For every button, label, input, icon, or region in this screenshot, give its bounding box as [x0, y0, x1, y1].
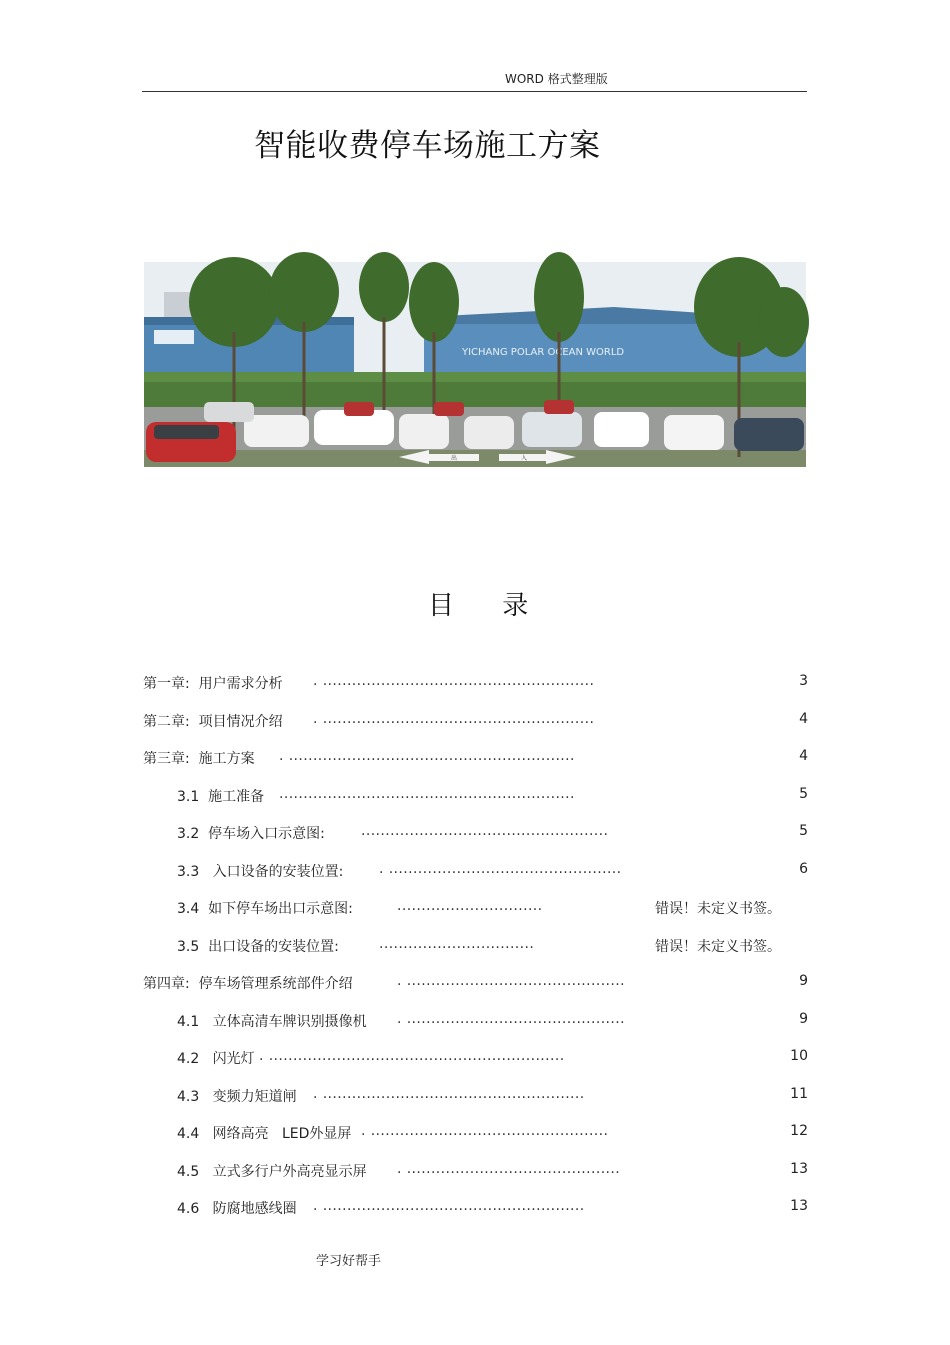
toc-entry-label: 3.2 停车场入口示意图:: [177, 826, 325, 842]
toc-entry-label: 4.3 变频力矩道闸: [177, 1088, 297, 1105]
toc-entry-page: 3: [799, 673, 808, 689]
table-of-contents: [143, 665, 808, 1228]
toc-leader-dots: .............................................................: [279, 785, 575, 802]
toc-entry-page: 5: [799, 785, 808, 802]
toc-entry[interactable]: [143, 1040, 808, 1078]
toc-entry-page: 4: [799, 710, 808, 727]
toc-entry-label: 4.4 网络高亮 LED外显屏: [177, 1126, 352, 1142]
toc-entry-label: 第四章: 停车场管理系统部件介绍: [143, 976, 353, 992]
toc-entry[interactable]: [143, 703, 808, 741]
toc-leader-dots: . ......................................................: [313, 1198, 585, 1214]
toc-entry-page: 10: [790, 1048, 808, 1064]
toc-entry-label: 4.2 闪光灯: [177, 1051, 255, 1067]
toc-entry-page: 13: [790, 1160, 808, 1177]
toc-leader-dots: . .................................................: [361, 1123, 609, 1139]
toc-entry-page: 11: [790, 1085, 808, 1102]
toc-entry-page: 4: [799, 748, 808, 764]
document-title: 智能收费停车场施工方案: [254, 128, 601, 164]
toc-entry[interactable]: [143, 740, 808, 778]
toc-entry[interactable]: [143, 815, 808, 853]
toc-entry-label: 第二章: 项目情况介绍: [143, 713, 283, 730]
toc-entry-label: 4.5 立式多行户外高亮显示屏: [177, 1163, 367, 1180]
toc-entry[interactable]: [143, 928, 808, 966]
toc-entry[interactable]: [143, 1153, 808, 1191]
toc-leader-dots: . ........................................................: [313, 673, 595, 689]
toc-entry-page: 9: [799, 973, 808, 989]
toc-entry[interactable]: [143, 1115, 808, 1153]
toc-leader-dots: . ........................................................: [313, 710, 595, 727]
toc-leader-dots: . .............................................: [397, 1010, 625, 1027]
toc-entry-label: 第三章: 施工方案: [143, 751, 255, 767]
toc-entry[interactable]: [143, 1190, 808, 1228]
toc-entry[interactable]: [143, 1003, 808, 1041]
parking-lot-photo: [144, 262, 806, 467]
page-footer: 学习好帮手: [316, 1254, 382, 1269]
toc-entry-error: 错误！未定义书签。: [655, 901, 781, 917]
toc-entry-label: 3.4 如下停车场出口示意图:: [177, 901, 353, 917]
toc-leader-dots: ..............................: [397, 898, 543, 914]
toc-entry-label: 4.6 防腐地感线圈: [177, 1201, 297, 1217]
toc-entry[interactable]: [143, 1078, 808, 1116]
toc-leader-dots: . .............................................: [397, 973, 625, 989]
toc-entry[interactable]: [143, 965, 808, 1003]
toc-entry-page: 12: [790, 1123, 808, 1139]
entry-arrow-label: 入: [521, 455, 528, 462]
toc-leader-dots: . ...........................................................: [279, 748, 575, 764]
building-sign: YICHANG POLAR OCEAN WORLD: [462, 347, 625, 358]
toc-entry-label: 4.1 立体高清车牌识别摄像机: [177, 1013, 367, 1030]
toc-heading: 目 录: [428, 591, 529, 621]
toc-entry-page: 6: [799, 860, 808, 877]
toc-entry-label: 3.3 入口设备的安装位置:: [177, 863, 344, 880]
header-text: WORD 格式整理版: [505, 72, 608, 86]
toc-leader-dots: . ............................................: [397, 1160, 621, 1177]
toc-entry[interactable]: [143, 665, 808, 703]
parking-lot-illustration: [144, 262, 806, 467]
toc-leader-dots: . ................................................: [379, 860, 622, 877]
toc-entry[interactable]: [143, 890, 808, 928]
toc-entry-label: 3.1 施工准备: [177, 788, 265, 805]
toc-entry-page: 9: [799, 1010, 808, 1027]
exit-arrow-label: 出: [451, 455, 458, 462]
toc-leader-dots: . ......................................................: [313, 1085, 585, 1102]
toc-entry[interactable]: [143, 778, 808, 816]
toc-entry-page: 13: [790, 1198, 808, 1214]
header-divider: [142, 91, 807, 92]
toc-entry-label: 第一章: 用户需求分析: [143, 676, 283, 692]
toc-entry-page: 5: [799, 823, 808, 839]
toc-entry[interactable]: [143, 853, 808, 891]
toc-leader-dots: ...................................................: [361, 823, 609, 839]
toc-leader-dots: ................................: [379, 935, 535, 952]
toc-entry-error: 错误！未定义书签。: [655, 938, 781, 955]
toc-entry-label: 3.5 出口设备的安装位置:: [177, 938, 339, 955]
toc-leader-dots: . .............................................................: [259, 1048, 565, 1064]
